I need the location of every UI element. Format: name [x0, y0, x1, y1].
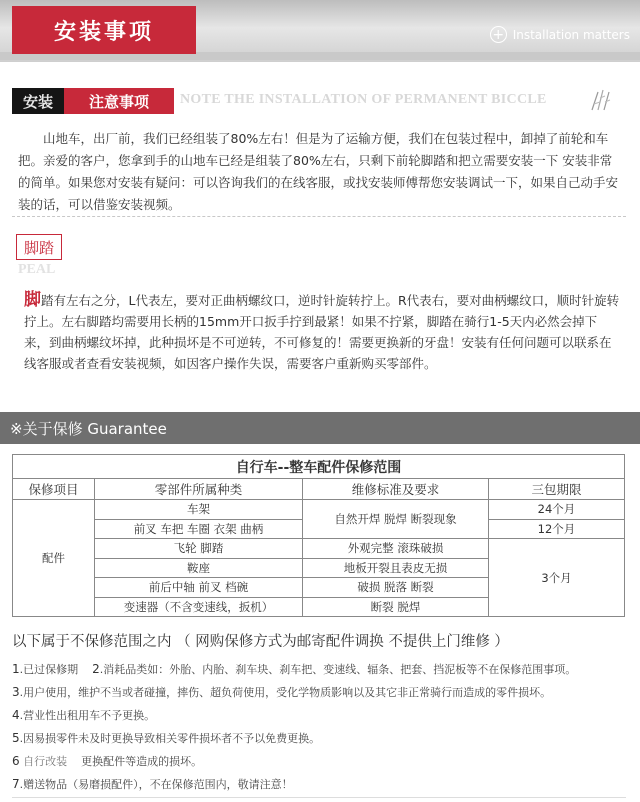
item-number: 5: [12, 731, 20, 745]
table-caption-row: [13, 455, 625, 479]
installation-matters-label: Installation matters: [512, 27, 630, 42]
header-title: 安装事项: [12, 6, 196, 54]
notes-section-bar: [12, 86, 622, 116]
notes-paragraph: 山地车，出厂前，我们已经组装了80%左右！但是为了运输方便，我们在包装过程中，卸掉了前轮和车把。亲爱的客户，您拿到手的山地车已经是组装了80%左右，只剩下前轮脚踏和把立需要安装一下 安装非常的简单。如果您对安装有疑问：可以咨询我们的在线客服，或找安装师傅帮您安装调试一下，如果自己动手安装的话，可以借鉴安装视频。: [18, 131, 619, 212]
list-item: 7.赠送物品（易磨损配件），不在保修范围内，敬请注意！: [12, 777, 293, 791]
notes-english-title: NOTE THE INSTALLATION OF PERMANENT BICCLE: [180, 92, 547, 107]
item-text: 消耗品类如：外胎、内胎、刹车块、刹车把、变速线、辐条、把套、挡泥板等不在保修范围事项。: [103, 663, 577, 676]
item-text: 已过保修期: [23, 663, 79, 676]
guarantee-title: ※关于保修 Guarantee: [10, 420, 167, 438]
bottom-divider: [12, 797, 626, 798]
item-text: 赠送物品（易磨损配件），不在保修范围内，敬请注意！: [23, 778, 293, 791]
pedal-paragraph: [24, 290, 620, 374]
part-cell: 前后中轴 前叉 档碗: [95, 578, 303, 598]
feather-decoration-icon: [588, 86, 616, 114]
pedal-title: 脚踏: [16, 234, 62, 260]
part-cell: 变速器（不含变速线，扳机）: [95, 597, 303, 617]
part-cell: 前叉 车把 车圈 衣架 曲柄: [95, 519, 303, 539]
dashed-divider: [12, 216, 626, 217]
notes-label-right: 注意事项: [64, 88, 174, 114]
item-text: 营业性出租用车不予更换。: [23, 709, 156, 722]
item-tail: 更换配件等造成的损坏。: [81, 755, 203, 768]
table-caption: 自行车--整车配件保修范围: [13, 455, 625, 479]
part-cell: 车架: [95, 500, 303, 520]
list-item: 3.用户使用，维护不当或者碰撞，摔伤、超负荷使用，受化学物质影响以及其它非正常骑行而造成的零件损坏。: [12, 685, 552, 699]
item-text: 因易损零件未及时更换导致相关零件损坏者不予以免费更换。: [23, 732, 321, 745]
standard-cell: 外观完整 滚珠破损: [303, 539, 489, 559]
list-item: 5.因易损零件未及时更换导致相关零件损坏者不予以免费更换。: [12, 731, 321, 745]
item-number: 3: [12, 685, 20, 699]
header-part-type: 零部件所属种类: [95, 479, 303, 500]
pedal-paragraph-text: 踏有左右之分，L代表左，要对正曲柄螺纹口，逆时针旋转拧上。R代表右，要对曲柄螺纹口，顺时针旋转拧上。左右脚踏均需要用长柄的15mm开口扳手拧到最紧！如果不拧紧，脚踏在骑行1-5天内必然会掉下来，到曲柄螺纹坏掉，此种损坏是不可逆转，不可修复的！需要更换新的牙盘！安装有任何问题可以联系在线客服或者查看安装视频，如因客户操作失误，需要客户重新购买零部件。: [24, 293, 620, 371]
part-cell: 鞍座: [95, 558, 303, 578]
table-row: [13, 500, 625, 520]
pedal-first-char: 脚: [24, 290, 41, 310]
warranty-table: [12, 454, 625, 617]
installation-matters-link[interactable]: [490, 26, 630, 43]
plus-circle-icon: +: [490, 26, 507, 43]
section-header: [0, 0, 640, 62]
not-warranty-list: [12, 658, 632, 796]
header-standard: 维修标准及要求: [303, 479, 489, 500]
period-cell: 12个月: [489, 519, 625, 539]
item-text: 自行改装: [23, 755, 68, 768]
part-cell: 飞轮 脚踏: [95, 539, 303, 559]
guarantee-bar: [0, 412, 640, 444]
header-period: 三包期限: [489, 479, 625, 500]
table-header-row: [13, 479, 625, 500]
list-item: [12, 750, 632, 773]
list-item: 1.已过保修期 2.消耗品类如：外胎、内胎、刹车块、刹车把、变速线、辐条、把套、挡泥板等不在保修范围事项。: [12, 662, 577, 676]
item-number: 1: [12, 662, 20, 676]
list-item: 4.营业性出租用车不予更换。: [12, 708, 156, 722]
standard-cell: 断裂 脱焊: [303, 597, 489, 617]
notes-label-left: 安装: [12, 88, 64, 114]
period-cell: 3个月: [489, 539, 625, 617]
not-warranty-title: 以下属于不保修范围之内 （ 网购保修方式为邮寄配件调换 不提供上门维修 ）: [12, 634, 509, 650]
item-text: 用户使用，维护不当或者碰撞，摔伤、超负荷使用，受化学物质影响以及其它非正常骑行而造成的零件损坏。: [23, 686, 552, 699]
standard-cell: 破损 脱落 断裂: [303, 578, 489, 598]
header-item: 保修项目: [13, 479, 95, 500]
category-cell: 配件: [13, 500, 95, 617]
standard-cell: 自然开焊 脱焊 断裂现象: [303, 500, 489, 539]
pedal-english-title: PEAL: [18, 262, 56, 277]
item-number: 7: [12, 777, 20, 791]
item-number: 6: [12, 754, 20, 768]
standard-cell: 地板开裂且表皮无损: [303, 558, 489, 578]
period-cell: 24个月: [489, 500, 625, 520]
table-row: [13, 539, 625, 559]
item-number: 4: [12, 708, 20, 722]
item-number: 2: [92, 662, 100, 676]
